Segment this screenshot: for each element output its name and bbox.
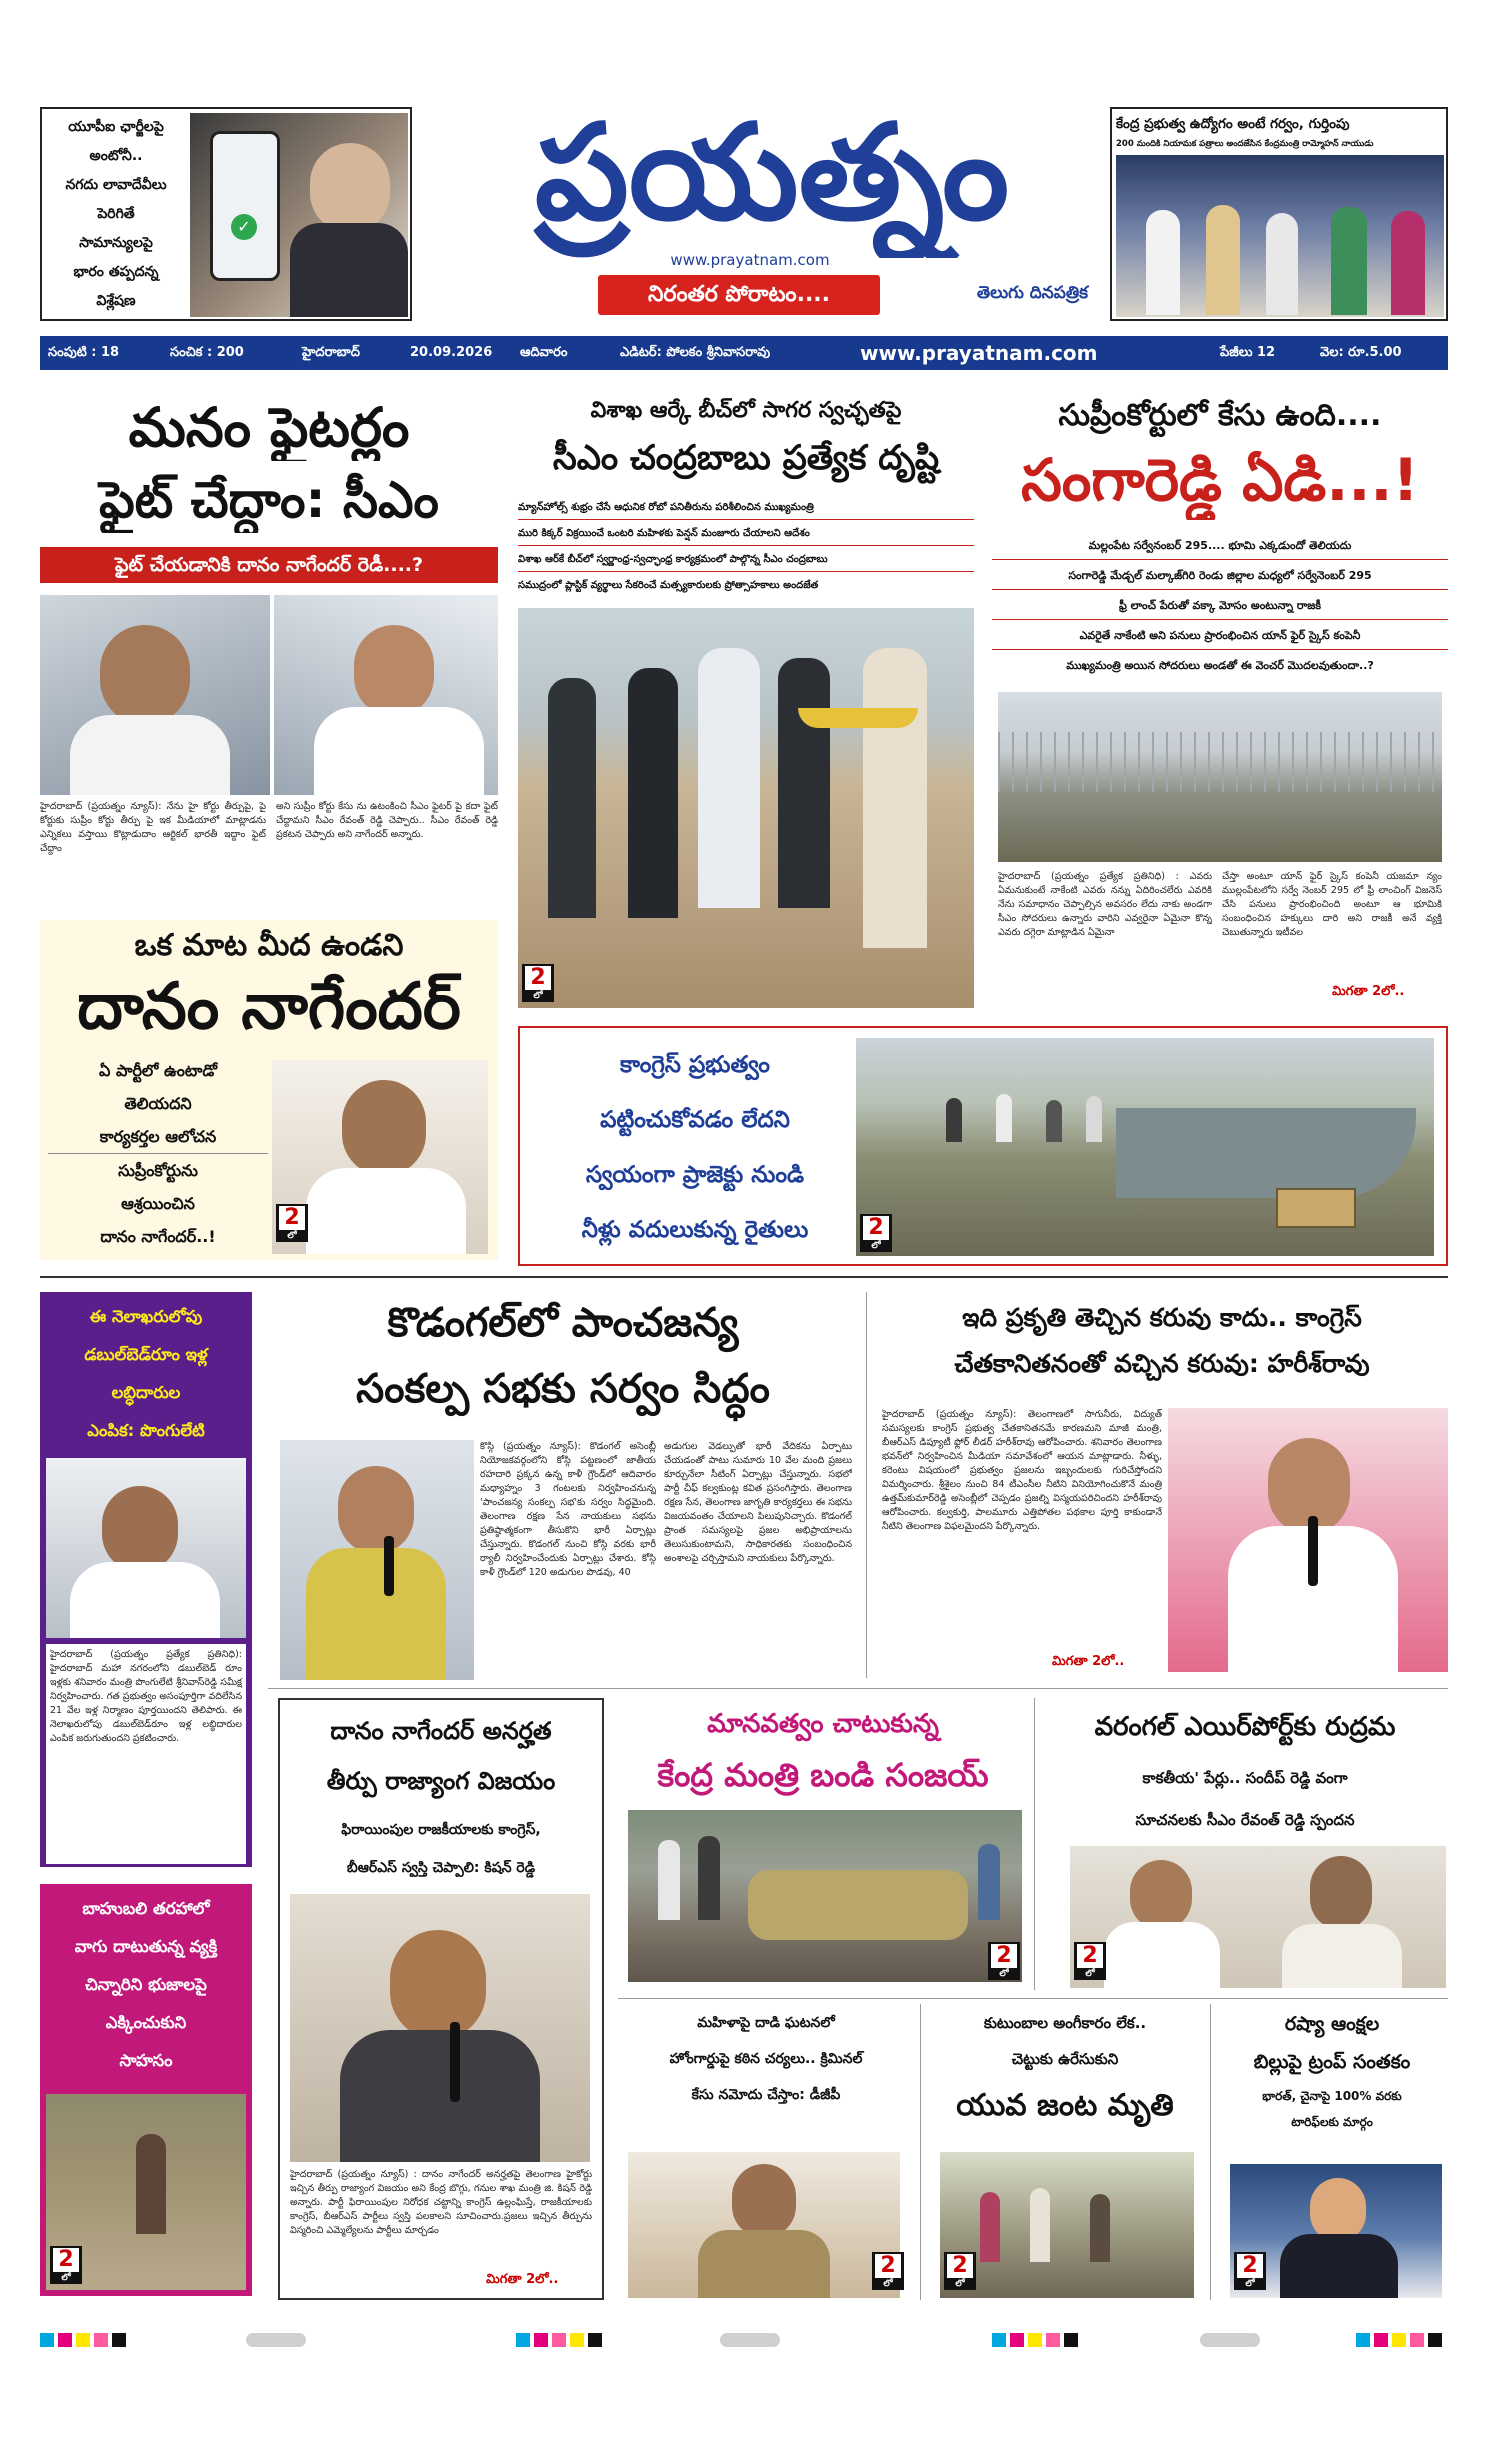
grey-bar xyxy=(246,2333,306,2347)
story2-lines xyxy=(48,1054,268,1254)
color-swatch xyxy=(112,2333,126,2347)
story-cm-fighters xyxy=(40,385,498,895)
page-2-badge[interactable]: 2 లో xyxy=(50,2246,82,2284)
person-figure-body xyxy=(306,1548,446,1680)
pages: పేజీలు 12 xyxy=(1220,345,1276,360)
beach-photo xyxy=(518,608,974,1008)
masthead-tagline: నిరంతర పోరాటం.... xyxy=(598,275,880,315)
page-2-badge[interactable]: 2 లో xyxy=(1234,2252,1266,2290)
story14-line-1: కుటుంబాల అంగీకారం లేక.. xyxy=(983,2014,1147,2032)
story9-line: బాహుబలి తరహాలో xyxy=(82,1899,210,1918)
story13-line-1: మహిళాపై దాడి ఘటనలో xyxy=(697,2015,835,2031)
color-swatch xyxy=(1064,2333,1078,2347)
person-figure xyxy=(342,1080,426,1176)
left-teaser-line: సామాన్యులపై xyxy=(79,235,153,251)
page-2-badge[interactable]: 2 లో xyxy=(276,1204,308,1242)
grey-bar xyxy=(720,2333,780,2347)
person-figure xyxy=(628,668,678,918)
kishan-reddy-photo xyxy=(290,1894,590,2162)
story4-headline-1: సుప్రీంకోర్టులో కేసు ఉంది.... xyxy=(1058,398,1382,433)
person-figure xyxy=(946,1098,962,1142)
story10-headline-1: దానం నాగేందర్ అనర్హత xyxy=(330,1717,552,1745)
horizontal-rule xyxy=(40,1276,1448,1278)
person-figure xyxy=(996,1094,1012,1142)
story-young-couple xyxy=(926,2004,1204,2300)
story3-point: మ్యాన్‌హోల్స్ శుభ్రం చేసే ఆధునిక రోబో పనితీరును పరిశీలించిన ముఖ్యమంత్రి xyxy=(518,496,974,520)
person-figure-body xyxy=(1104,1922,1220,1988)
story-warangal-airport xyxy=(1042,1698,1448,1990)
story2-line: సుప్రీంకోర్టును xyxy=(118,1161,198,1180)
color-swatch xyxy=(1028,2333,1042,2347)
boat-shape xyxy=(798,708,918,728)
page-2-badge[interactable]: 2 లో xyxy=(944,2252,976,2290)
person-figure-body xyxy=(1280,2234,1398,2298)
story6-col2: అడుగుల వెడల్పుతో భారీ వేదికను ఏర్పాటు చేయడంతో పాటు సుమారు 10 వేల మంది ప్రజలు కూర్చునేలా సీటింగ్ ఏర్పాట్లు చేస్తున్నారు. సభలో పార్టీ చీఫ్ కల్వకుంట్ల కవిత ప్రసంగిస్తారు. తెలంగాణ రక్షణ సేన, తెలంగాణ జాగృతి కార్యకర్తలు ఈ సభను విజయవంతం చేయాలని పిలుపునిచ్చారు. కొడంగల్ ప్రాంత సమస్యలపై ప్రజల అభిప్రాయాలను తెలుసుకుంటామని, సాధికారతకు సంబంధించిన అంశాలపై చర్చిస్తామని నాయకులు పేర్కొన్నారు. xyxy=(664,1441,852,1564)
editor: ఎడిటర్: పోలకం శ్రీనివాసరావు xyxy=(620,345,771,360)
story-danam-nagender xyxy=(40,920,498,1260)
person-figure xyxy=(1030,2188,1050,2262)
story5-line: కాంగ్రెస్ ప్రభుత్వం xyxy=(620,1052,770,1078)
left-teaser-line: నగదు లావాదేవీలు xyxy=(65,177,167,193)
story2-line: ఆశ్రయించిన xyxy=(121,1194,195,1213)
person-figure xyxy=(1046,1100,1062,1142)
story-kodangal-sabha xyxy=(268,1292,858,1680)
story12-headline: వరంగల్ ఎయిర్‌పోర్ట్‌కు రుద్రమ xyxy=(1094,1712,1396,1742)
person-figure-body xyxy=(70,715,230,795)
person-figure xyxy=(1146,210,1180,315)
person-figure xyxy=(698,1836,720,1920)
story4-point: ఫ్రీ లాంచ్ పేరుతో వక్కా మోసం అంటున్నా రాజకీ xyxy=(992,592,1448,620)
price: వెల: రూ.5.00 xyxy=(1320,345,1402,360)
page-2-badge[interactable]: 2 లో xyxy=(988,1942,1020,1980)
masthead xyxy=(0,0,1488,330)
story8-line: డబుల్‌బెడ్‌రూం ఇళ్ల xyxy=(84,1345,208,1364)
story2-line: కార్యకర్తల ఆలోచన xyxy=(48,1120,268,1154)
color-swatch xyxy=(1410,2333,1424,2347)
date: 20.09.2026 xyxy=(410,345,493,360)
story1-headline-1: మనం ఫైటర్లం xyxy=(128,396,410,459)
person-figure xyxy=(102,1486,178,1572)
dgp-photo xyxy=(628,2152,900,2298)
story4-point: ఎవరైతే నాకేంటి అని పనులు ప్రారంభించిన యాన్ ఫైర్ స్కైస్ కంపెనీ xyxy=(992,622,1448,650)
left-teaser-line: అంటోనీ.. xyxy=(89,148,143,164)
story3-point: సముద్రంలో ప్లాస్టిక్ వ్యర్థాలు సేకరించే మత్స్యకారులకు ప్రోత్సాహకాలు అందజేత xyxy=(518,580,819,591)
story-sangareddy xyxy=(992,392,1448,1008)
canal-photo xyxy=(856,1038,1434,1256)
story10-headline-2: తీర్పు రాజ్యాంగ విజయం xyxy=(326,1767,556,1795)
land-site-photo xyxy=(998,692,1442,862)
danam-photo xyxy=(40,595,270,795)
story4-point: సంగారెడ్డి మేడ్చల్ మల్కాజ్‌గిరి రెండు జిల్లాల మధ్యలో సర్వేనెంబర్ 295 xyxy=(992,562,1448,590)
masthead-subtitle: తెలుగు దినపత్రిక xyxy=(976,283,1088,303)
story3-point: విశాఖ ఆర్‌కే బీచ్‌లో స్వర్ణాంధ్ర-స్వచ్ఛాంధ్ర కార్యక్రమంలో పాల్గొన్న సీఎం చంద్రబాబు xyxy=(518,548,974,572)
person-figure-body xyxy=(698,2230,830,2298)
story10-more[interactable]: మిగతా 2లో.. xyxy=(486,2272,559,2287)
story2-line: ఏ పార్టీలో ఉంటాడో xyxy=(99,1061,217,1080)
story8-line: లబ్ధిదారుల xyxy=(111,1383,181,1402)
horizontal-rule xyxy=(618,1998,1448,1999)
story6-headline-2: సంకల్ప సభకు సర్వం సిద్ధం xyxy=(356,1366,770,1412)
person-figure xyxy=(658,1840,680,1920)
person-figure-body xyxy=(340,2030,540,2162)
person-figure xyxy=(1206,205,1240,315)
color-swatch xyxy=(1374,2333,1388,2347)
story7-body: హైదరాబాద్ (ప్రయత్నం న్యూస్): తెలంగాణలో సాగునీరు, విద్యుత్ సమస్యలకు కాంగ్రెస్ ప్రభుత్వ చేతకానితనమే కారణమని మాజీ మంత్రి, బీఆర్‌ఎస్ డిప్యూటీ ఫ్లోర్ లీడర్ హరీశ్‌రావు ఆరోపించారు. శనివారం తెలంగాణ భవన్‌లో నిర్వహించిన మీడియా సమావేశంలో ఆయన మాట్లాడారు. నీళ్ళు, కరెంటు విషయంలో ప్రభుత్వం ప్రజలను ఇబ్బందులకు గురిచేస్తోందని విమర్శించారు. శ్రీశైలం నుంచి 84 టీఎంసీల నీటిని వినియోగించుకొనే మంత్రి ఉత్తమ్‌కుమార్‌రెడ్డి అసెంబ్లీలో చెప్పడం ప్రజల్ని విస్మయపరిచిందని హరీశ్‌రావు ఆరోపించారు. కల్వకుర్తి, పాలమూరు ఎత్తిపోతల పథకాల పూర్తి కాకుండానే నీటిని తెలంగాణ విఫలమైందని పేర్కొన్నారు. xyxy=(882,1409,1162,1532)
story3-headline-1: విశాఖ ఆర్కే బీచ్‌లో సాగర స్వచ్ఛతపై xyxy=(590,398,902,423)
phone-icon xyxy=(210,131,280,281)
column-rule xyxy=(1210,2004,1211,2300)
story-bandi-sanjay xyxy=(618,1698,1028,1990)
story14-line-2: చెట్టుకు ఉరేసుకుని xyxy=(1011,2050,1119,2068)
website[interactable]: www.prayatnam.com xyxy=(860,341,1098,365)
person-figure xyxy=(136,2134,166,2234)
story5-line: నీళ్లు వదులుకున్న రైతులు xyxy=(581,1217,809,1243)
masthead-url[interactable]: www.prayatnam.com xyxy=(670,251,830,269)
vehicle-shape xyxy=(748,1870,968,1940)
story13-line-2: హోంగార్డుపై కఠిన చర్యలు.. క్రిమినల్ xyxy=(669,2051,863,2067)
person-figure-body xyxy=(1282,1924,1402,1988)
person-figure xyxy=(698,648,760,908)
story12-sub-1: కాకతీయ' పేర్లు.. సందీప్ రెడ్డి వంగా xyxy=(1142,1769,1348,1787)
story-bahubali-stream xyxy=(40,1884,252,2296)
village-photo xyxy=(940,2152,1194,2298)
story4-point: మల్లంపేట సర్వేనంబర్ 295.... భూమి ఎక్కడుందో తెలియదు xyxy=(992,532,1448,560)
person-figure-body xyxy=(290,223,408,317)
story3-headline-2: సీఎం చంద్రబాబు ప్రత్యేక దృష్టి xyxy=(552,438,940,478)
person-figure xyxy=(1266,213,1298,315)
microphone-icon xyxy=(384,1536,394,1596)
story4-body-right: చేస్తా అంటూ యాన్ ఫైర్ స్కైస్ కంపెనీ యజమా న్యం ముల్లంపేటలోని సర్వే నెంబర్ 295 లో ఫ్రీ లాంచింగ్ విజనెస్ చేసి పనులు ప్రారంభించింది అంటూ ఆ భూమికి సంబంధించిన హక్కులు దారి అని రాజకీ అనే వ్యక్తి చెబుతున్నారు ఇటీవల xyxy=(1222,871,1442,938)
color-swatch xyxy=(1356,2333,1370,2347)
story8-body: హైదరాబాద్ (ప్రయత్నం ప్రత్యేక ప్రతినిధి): హైదరాబాద్ మహా నగరంలోని డబుల్‌బెడ్ రూం ఇళ్లకు శనివారం మంత్రి పొంగులేటి శ్రీనివాస్‌రెడ్డి సమీక్ష నిర్వహించారు. గత ప్రభుత్వం అసంపూర్తిగా వదిలేసిన 21 వేల ఇళ్ల నిర్మాణం పూర్తయిందని తెలిపారు. ఈ నెలాఖరులోపు డబుల్‌బెడ్‌రూం ఇళ్ల లబ్ధిదారుల ఎంపిక జరుగుతుందని ప్రకటించారు. xyxy=(46,1644,246,1864)
story15-sub-2: టారిఫ్‌లకు మార్గం xyxy=(1291,2115,1373,2129)
color-swatch xyxy=(516,2333,530,2347)
sign-board-shape xyxy=(1276,1188,1356,1228)
person-figure xyxy=(354,625,434,717)
column-rule xyxy=(866,1292,867,1678)
person-figure xyxy=(390,1930,486,2040)
color-swatch xyxy=(570,2333,584,2347)
story15-headline-2: బిల్లుపై ట్రంప్ సంతకం xyxy=(1253,2051,1411,2073)
revanth-photo xyxy=(274,595,498,795)
grey-bar xyxy=(1200,2333,1260,2347)
page-2-badge[interactable]: 2 లో xyxy=(860,1214,892,1252)
left-teaser-line: విశ్లేషణ xyxy=(96,293,136,309)
harish-rao-photo xyxy=(1168,1408,1448,1672)
story7-headline-2: చేతకానితనంతో వచ్చిన కరువు: హరీశ్‌రావు xyxy=(954,1349,1370,1378)
color-swatch xyxy=(1428,2333,1442,2347)
accident-site-photo xyxy=(628,1810,1022,1982)
story-farmers-project xyxy=(518,1026,1448,1266)
story9-line: సాహసం xyxy=(119,2051,173,2070)
person-figure xyxy=(1331,207,1367,315)
microphone-icon xyxy=(450,2022,460,2102)
story-kishan-reddy xyxy=(278,1698,604,2300)
story15-sub-1: భారత్, చైనాపై 100% వరకు xyxy=(1262,2089,1402,2103)
story2-kicker: ఒక మాట మీద ఉండని xyxy=(134,928,404,963)
color-swatch xyxy=(992,2333,1006,2347)
page-2-badge[interactable]: 2 లో xyxy=(1074,1942,1106,1980)
story8-line: ఈ నెలాఖరులోపు xyxy=(89,1307,203,1326)
volume: సంపుటి : 18 xyxy=(48,345,120,360)
story-double-bedroom xyxy=(40,1292,252,1867)
city: హైదరాబాద్ xyxy=(302,345,360,360)
story15-headline-1: రష్యా ఆంక్షల xyxy=(1284,2013,1380,2035)
color-swatch xyxy=(94,2333,108,2347)
color-swatch xyxy=(588,2333,602,2347)
info-bar xyxy=(40,336,1448,370)
story4-more[interactable]: మిగతా 2లో.. xyxy=(1332,984,1405,999)
revanth-sandeep-photo xyxy=(1070,1846,1446,1988)
kavitha-photo xyxy=(280,1440,474,1680)
story8-lines xyxy=(44,1298,248,1458)
story1-headline-2: ఫైట్ చేద్దాం: సీఎం xyxy=(99,471,439,529)
story13-line-3: కేసు నమోదు చేస్తాం: డీజీపీ xyxy=(691,2087,841,2103)
story8-line: ఎంపిక: పొంగులేటి xyxy=(87,1421,205,1440)
person-figure xyxy=(1310,1856,1372,1930)
issue: సంచిక : 200 xyxy=(170,345,244,360)
person-figure xyxy=(1391,211,1425,315)
left-teaser-line: పెరిగితే xyxy=(97,206,135,222)
color-swatch xyxy=(1046,2333,1060,2347)
left-teaser-line: యూపీఐ ఛార్జీలపై xyxy=(68,119,164,135)
left-teaser-line: భారం తప్పదన్న xyxy=(73,264,159,280)
story4-headline-2: సంగారెడ్డి ఏడి...! xyxy=(1021,446,1419,514)
person-figure-body xyxy=(70,1562,220,1638)
person-figure-body xyxy=(314,707,484,795)
story9-lines xyxy=(44,1890,248,2090)
color-swatch xyxy=(1010,2333,1024,2347)
story5-lines xyxy=(530,1038,860,1258)
person-figure xyxy=(1086,1096,1102,1142)
story5-line: స్వయంగా ప్రాజెక్టు నుండి xyxy=(585,1162,805,1188)
masthead-title: ప్రయత్నం xyxy=(534,96,1010,250)
right-teaser-sub: 200 మందికి నియామక పత్రాలు అందజేసిన కేంద్రమంత్రి రామ్మోహన్ నాయుడు xyxy=(1116,139,1374,149)
story9-line: చిన్నారిని భుజాలపై xyxy=(85,1975,207,1994)
story10-sub-2: బీఆర్ఎస్ స్వస్తి చెప్పాలి: కిషన్ రెడ్డి xyxy=(346,1860,536,1876)
person-figure xyxy=(1310,2178,1366,2242)
person-figure xyxy=(863,648,927,948)
color-swatch xyxy=(40,2333,54,2347)
story-harish-rao xyxy=(876,1292,1448,1680)
story10-body: హైదరాబాద్ (ప్రయత్నం న్యూస్) : దానం నాగేందర్ అనర్హతపై తెలంగాణ హైకోర్టు ఇచ్చిన తీర్పు రాజ్యాంగ విజయం అని కేంద్ర బొగ్గు, గనుల శాఖ మంత్రి జి. కిషన్ రెడ్డి అన్నారు. పార్టీ ఫిరాయింపుల నిరోధక చట్టాన్ని కాంగ్రెస్ ఉల్లంఘిస్తే, రాజకీయాలకు కాంగ్రెస్, బీఆర్ఎస్ పార్టీలు స్వస్తి పలకాలని సూచించారు.ప్రజలు ఇచ్చిన తీర్పును విస్మరించి ఎమ్మెల్యేలను పార్టీలు మార్చడం xyxy=(290,2169,592,2236)
story5-line: పట్టించుకోవడం లేదని xyxy=(600,1107,790,1133)
story3-point: మురి కిక్కర్ విక్రయించే ఒంటరి మహిళకు పెన్షన్ మంజూరు చేయాలని ఆదేశం xyxy=(518,522,974,546)
story2-line: తెలియదని xyxy=(124,1094,192,1113)
story7-headline-1: ఇది ప్రకృతి తెచ్చిన కరువు కాదు.. కాంగ్రెస్ xyxy=(962,1303,1362,1332)
fence-shape xyxy=(998,732,1442,792)
story6-col1: కొస్గి (ప్రయత్నం న్యూస్): కొడంగల్ అసెంబ్లీ నియోజకవర్గంలోని కోస్గి పట్టణంలో జాతీయ రహదారి ప్రక్కన ఉన్న కాళీ గ్రౌండ్‌లో ఆదివారం మధ్యాహ్నం 3 గంటలకు నిర్వహించనున్న 'పాంచజన్య సంకల్ప సభ'కు సర్వం సిద్ధమైంది. తెలంగాణ రక్షణ సేన నాయకులు సభను ప్రతిష్ఠాత్మకంగా తీసుకొని భారీ ఏర్పాట్లు చేస్తున్నారు. కొడంగల్ నుంచి కోస్గి వరకు భారీ ర్యాలీ నిర్వహించేందుకు ఏర్పాట్లు చేశారు. కోస్గి కాళీ గ్రౌండ్‌లో 120 అడుగుల పొడవు, 40 xyxy=(480,1441,656,1578)
person-figure xyxy=(778,658,830,908)
story11-headline-2: కేంద్ర మంత్రి బండి సంజయ్ xyxy=(657,1756,989,1794)
person-figure xyxy=(980,2192,1000,2262)
story1-body-left: హైదరాబాద్ (ప్రయత్నం న్యూస్): నేను హై కోర్టు తీర్పుపై, పై కోర్టుకు సుప్రీం కోర్టు తీర్పు పై ఇక మీడియాలో మాట్లాడను ఎన్నికలు వస్తాయి కొట్లాడుదాం ఆర్టికల్ భారతీ ఇద్దాం ఫైట్ చేద్దాం xyxy=(40,801,266,854)
person-figure xyxy=(1130,1860,1192,1930)
left-teaser-text xyxy=(48,113,184,317)
page-2-badge[interactable]: 2 లో xyxy=(872,2252,904,2290)
column-rule xyxy=(1034,1698,1035,1990)
story-dgp-homeguard xyxy=(618,2004,914,2300)
person-figure-body xyxy=(306,1168,466,1254)
page-2-badge[interactable]: 2 లో xyxy=(522,964,554,1002)
right-teaser-title: కేంద్ర ప్రభుత్వ ఉద్యోగం అంటే గర్వం, గుర్తింపు xyxy=(1116,116,1350,132)
story9-line: ఎక్కించుకుని xyxy=(105,2013,187,2032)
person-figure xyxy=(1090,2194,1110,2262)
person-figure xyxy=(732,2164,796,2238)
story12-sub-2: సూచనలకు సీఎం రేవంత్ రెడ్డి స్పందన xyxy=(1135,1811,1355,1829)
story6-headline-1: కొడంగల్‌లో పాంచజన్య xyxy=(387,1300,739,1346)
color-swatch xyxy=(58,2333,72,2347)
column-rule xyxy=(920,2004,921,2300)
canal-water-shape xyxy=(1116,1108,1416,1198)
color-swatch xyxy=(1392,2333,1406,2347)
day: ఆదివారం xyxy=(520,345,568,360)
registration-marks xyxy=(0,2328,1488,2352)
story10-sub-1: ఫిరాయింపుల రాజకీయాలకు కాంగ్రెస్, xyxy=(341,1822,541,1838)
modi-upi-photo xyxy=(190,113,408,317)
story7-more[interactable]: మిగతా 2లో.. xyxy=(1052,1654,1125,1669)
person-figure xyxy=(548,678,596,918)
story-vizag-beach xyxy=(518,392,974,1008)
person-figure xyxy=(338,1466,414,1554)
color-swatch xyxy=(534,2333,548,2347)
story-trump-sanctions xyxy=(1216,2004,1448,2300)
left-teaser-box xyxy=(40,107,412,321)
check-icon: ✓ xyxy=(231,214,257,240)
color-swatch xyxy=(76,2333,90,2347)
story11-headline-1: మానవత్వం చాటుకున్న xyxy=(707,1709,939,1739)
story1-kicker: ఫైట్ చేయడానికి దానం నాగేందర్ రెడీ....? xyxy=(40,547,498,583)
horizontal-rule xyxy=(268,1688,1448,1689)
story2-line: దానం నాగేందర్..! xyxy=(100,1227,216,1246)
ceremony-photo xyxy=(1116,155,1444,317)
person-figure xyxy=(978,1844,1000,1920)
story4-point: ముఖ్యమంత్రి అయిన సోదరులు అండతో ఈ వెంచర్ మొదలవుతుందా..? xyxy=(1066,659,1374,672)
microphone-icon xyxy=(1308,1516,1318,1586)
story1-body-right: అని సుప్రీం కోర్టు కేసు ను ఉటంకించి సీఎం ఫైటర్ పై కదా ఫైట్ చేద్దామని సీఎం రేవంత్ రెడ్డి చెప్పారు.. సీఎం రేవంత్ రెడ్డి ప్రకటన చెప్పారు అని నాగేందర్ అన్నారు. xyxy=(276,801,498,840)
story9-line: వాగు దాటుతున్న వ్యక్తి xyxy=(74,1937,218,1956)
person-figure xyxy=(310,143,390,233)
right-teaser-box xyxy=(1110,107,1448,321)
story2-headline: దానం నాగేందర్ xyxy=(77,970,461,1044)
story14-headline: యువ జంట మృతి xyxy=(956,2088,1174,2123)
color-swatch xyxy=(552,2333,566,2347)
ponguleti-photo xyxy=(46,1458,246,1638)
story4-body-left: హైదరాబాద్ (ప్రయత్నం ప్రత్యేక ప్రతినిధి) : ఎవరు ఏమనుకుంటే నాకేంటి ఎవరు నన్ను ఏదిరించలేరు ఎవరికి నేను సమాధానం చెప్పాల్సిన అవసరం లేదు నాకు అండగా సీఎం సోదరులు ఉన్నారు వారిని ఎవ్వరైనా ఏమైనా కొన్న ఎవరు దగ్గెరా మాట్లాడిన ఏమైనా xyxy=(998,871,1212,938)
person-figure xyxy=(100,625,190,725)
